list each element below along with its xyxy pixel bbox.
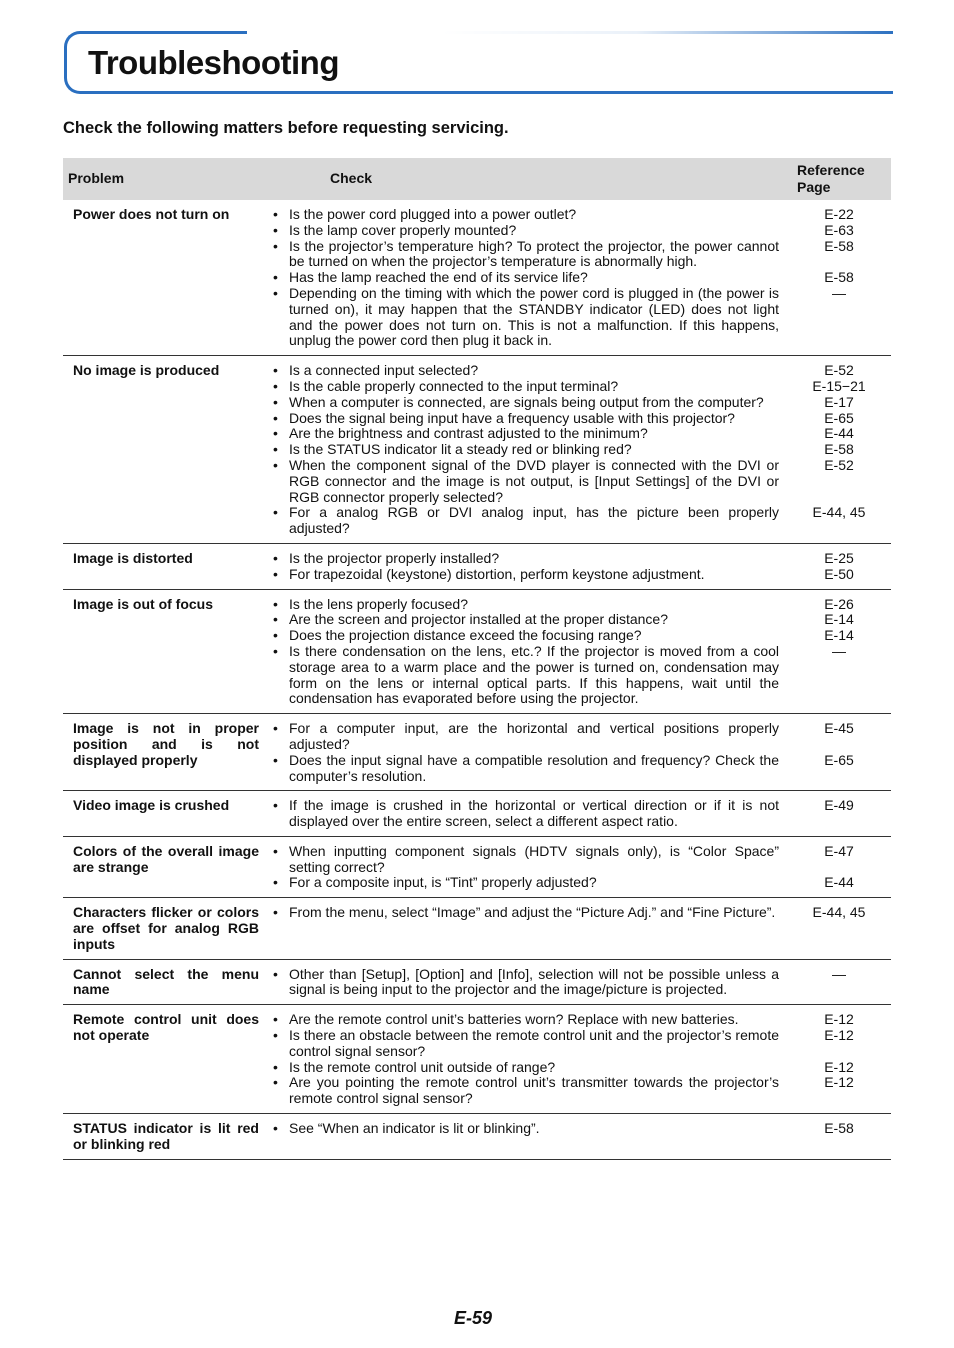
reference-page: E-44 <box>824 874 854 891</box>
check-cell <box>269 898 791 959</box>
reference-page: E-44, 45 <box>812 904 866 921</box>
reference-page: — <box>832 965 846 982</box>
reference-cell <box>791 200 891 356</box>
reference-page: E-26 <box>824 595 854 612</box>
check-item: • Other than [Setup], [Option] and [Info], selection will not be possible unless a signal is being input to the projector and the image/picture is projected. <box>269 967 791 999</box>
reference-page <box>791 254 887 270</box>
reference-page: E-58 <box>824 237 854 254</box>
reference-cell <box>791 1005 891 1114</box>
problem-cell: No image is produced <box>73 362 220 379</box>
check-item: • When a computer is connected, are signals being output from the computer? <box>269 395 791 411</box>
check-item: • Is the lens properly focused? <box>269 597 791 613</box>
check-list <box>269 207 791 349</box>
reference-page: E-58 <box>824 441 854 458</box>
problem-cell: Cannot select the menu name <box>73 965 259 998</box>
table-row <box>63 898 891 959</box>
reference-page: E-49 <box>824 797 854 814</box>
page-number: E-59 <box>454 1308 493 1328</box>
check-list <box>269 1012 791 1107</box>
check-list <box>269 551 791 583</box>
check-item: • When inputting component signals (HDTV signals only), is “Color Space” setting correct? <box>269 844 791 876</box>
reference-page: E-14 <box>824 611 854 628</box>
reference-page: E-15−21 <box>812 377 866 394</box>
check-item: • For trapezoidal (keystone) distortion, perform keystone adjustment. <box>269 567 791 583</box>
check-cell <box>269 791 791 837</box>
reference-page: E-58 <box>824 1120 854 1137</box>
check-cell <box>269 959 791 1005</box>
check-item: • For a composite input, is “Tint” properly adjusted? <box>269 875 791 891</box>
reference-page: E-17 <box>824 393 854 410</box>
table-row <box>63 1114 891 1160</box>
table-row <box>63 959 891 1005</box>
check-item: • For a analog RGB or DVI analog input, has the picture been properly adjusted? <box>269 505 791 537</box>
reference-cell <box>791 543 891 589</box>
problem-cell: Characters flicker or colors are offset for analog RGB inputs <box>73 904 259 952</box>
check-item: • Are the remote control unit’s batteries worn? Replace with new batteries. <box>269 1012 791 1028</box>
check-item: • Depending on the timing with which the power cord is plugged in (the power is turned on), it may happen that the STANDBY indicator (LED) does not light and the power does not turn on. This is not a malfunction. If this happens, unplug the power cord then plug it back in. <box>269 286 791 349</box>
reference-page: E-65 <box>824 409 854 426</box>
check-item: • Is the remote control unit outside of range? <box>269 1060 791 1076</box>
check-cell <box>269 1114 791 1160</box>
table-row <box>63 791 891 837</box>
check-item: • Is there condensation on the lens, etc.? If the projector is moved from a cool storage area to a warm place and the power is turned on, condensation may form on the lens or internal optical parts. If this happens, wait until the condensation has evaporated before using the projector. <box>269 644 791 707</box>
reference-page <box>791 860 887 876</box>
check-item: • Has the lamp reached the end of its service life? <box>269 270 791 286</box>
reference-page <box>791 1044 887 1060</box>
check-item: • Is the lamp cover properly mounted? <box>269 223 791 239</box>
troubleshooting-table <box>63 158 891 1160</box>
check-item: • Are you pointing the remote control unit’s transmitter towards the projector’s remote control signal sensor? <box>269 1075 791 1107</box>
reference-cell <box>791 714 891 791</box>
reference-page <box>791 737 887 753</box>
check-cell <box>269 589 791 714</box>
check-list <box>269 721 791 784</box>
reference-page: E-25 <box>824 549 854 566</box>
reference-page: E-12 <box>824 1058 854 1075</box>
table-row <box>63 714 891 791</box>
check-cell <box>269 200 791 356</box>
check-cell <box>269 1005 791 1114</box>
reference-page: E-65 <box>824 751 854 768</box>
table-row <box>63 543 891 589</box>
problem-cell: Power does not turn on <box>73 206 230 222</box>
table-header-row <box>63 158 891 200</box>
check-item: • Is the projector’s temperature high? To protect the projector, the power cannot be turned on when the projector’s temperature is abnormally high. <box>269 239 791 271</box>
check-item: • If the image is crushed in the horizontal or vertical direction or if it is not displayed over the entire screen, select a different aspect ratio. <box>269 798 791 830</box>
check-list <box>269 905 791 921</box>
page-title: Troubleshooting <box>88 44 339 81</box>
check-item: • See “When an indicator is lit or blinking”. <box>269 1121 791 1137</box>
reference-page: E-12 <box>824 1074 854 1091</box>
reference-page: E-14 <box>824 627 854 644</box>
reference-page: — <box>832 284 846 301</box>
check-item: • Does the input signal have a compatible resolution and frequency? Check the computer’s resolution. <box>269 753 791 785</box>
check-item: • Does the projection distance exceed the focusing range? <box>269 628 791 644</box>
reference-cell <box>791 589 891 714</box>
reference-page: E-52 <box>824 456 854 473</box>
check-cell <box>269 836 791 897</box>
check-cell <box>269 714 791 791</box>
problem-cell: Image is out of focus <box>73 595 214 612</box>
check-item: • When the component signal of the DVD player is connected with the DVI or RGB connector and the image is not output, is [Input Settings] of the DVI or RGB connector properly selected? <box>269 458 791 505</box>
check-list <box>269 844 791 891</box>
problem-cell: Remote control unit does not operate <box>73 1011 259 1044</box>
header-check: Check <box>269 158 791 200</box>
reference-page: E-12 <box>824 1027 854 1044</box>
table-row <box>63 589 891 714</box>
check-list <box>269 967 791 999</box>
reference-page: E-22 <box>824 206 854 222</box>
check-cell <box>269 356 791 544</box>
check-item: • Does the signal being input have a frequency usable with this projector? <box>269 411 791 427</box>
reference-page: E-44, 45 <box>812 504 866 521</box>
problem-cell: STATUS indicator is lit red or blinking red <box>73 1120 259 1152</box>
problem-cell: Colors of the overall image are strange <box>73 842 259 875</box>
page-subtitle: Check the following matters before requesting servicing. <box>63 119 509 137</box>
problem-cell: Image is distorted <box>73 549 193 566</box>
reference-cell <box>791 898 891 959</box>
check-item: • Are the brightness and contrast adjusted to the minimum? <box>269 426 791 442</box>
reference-page: E-63 <box>824 221 854 238</box>
check-item: • From the menu, select “Image” and adjust the “Picture Adj.” and “Fine Picture”. <box>269 905 791 921</box>
reference-cell <box>791 1114 891 1160</box>
check-item: • Is the projector properly installed? <box>269 551 791 567</box>
check-cell <box>269 543 791 589</box>
check-item: • Is the STATUS indicator lit a steady red or blinking red? <box>269 442 791 458</box>
header-reference-page: Reference Page <box>791 158 891 200</box>
check-list <box>269 597 791 708</box>
check-item: • Are the screen and projector installed at the proper distance? <box>269 612 791 628</box>
reference-page: E-45 <box>824 720 854 737</box>
check-item: • Is there an obstacle between the remote control unit and the projector’s remote control signal sensor? <box>269 1028 791 1060</box>
reference-cell <box>791 791 891 837</box>
check-list <box>269 363 791 537</box>
reference-page: E-58 <box>824 269 854 286</box>
reference-page: E-52 <box>824 362 854 379</box>
table-row <box>63 836 891 897</box>
reference-cell <box>791 836 891 897</box>
check-item: • Is a connected input selected? <box>269 363 791 379</box>
table-row <box>63 200 891 356</box>
check-list <box>269 1121 791 1137</box>
problem-cell: Video image is crushed <box>73 797 230 814</box>
reference-page: E-47 <box>824 842 854 859</box>
check-list <box>269 798 791 830</box>
reference-page: E-12 <box>824 1011 854 1028</box>
reference-page: — <box>832 642 846 659</box>
table-row <box>63 1005 891 1114</box>
reference-page: E-50 <box>824 565 854 582</box>
reference-page <box>791 474 887 490</box>
check-item: • For a computer input, are the horizontal and vertical positions properly adjusted? <box>269 721 791 753</box>
check-item: • Is the power cord plugged into a power outlet? <box>269 207 791 223</box>
reference-page <box>791 490 887 506</box>
problem-cell: Image is not in proper position and is not displayed properly <box>73 720 259 768</box>
table-body <box>63 200 891 1159</box>
check-item: • Is the cable properly connected to the input terminal? <box>269 379 791 395</box>
table-row <box>63 356 891 544</box>
reference-page: E-44 <box>824 425 854 442</box>
reference-cell <box>791 959 891 1005</box>
header-problem: Problem <box>63 158 269 200</box>
reference-cell <box>791 356 891 544</box>
